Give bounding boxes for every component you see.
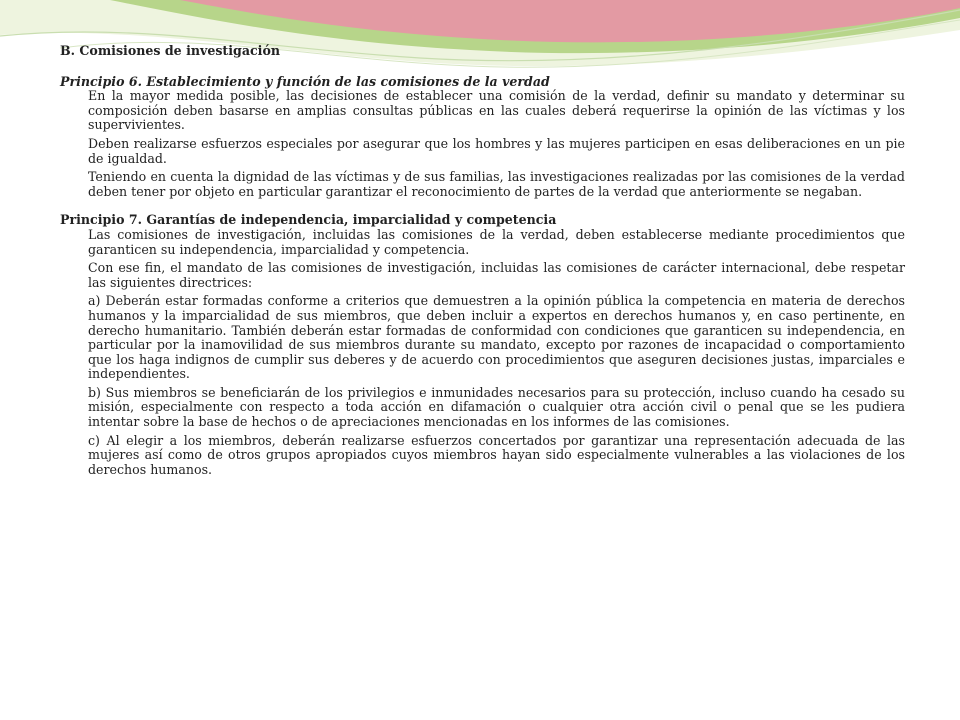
principle-7 xyxy=(60,213,905,477)
section-heading: B. Comisiones de investigación xyxy=(60,43,281,58)
principle-7-paragraph: Las comisiones de investigación, incluidas las comisiones de la verdad, deben establecerse mediante procedimientos que garanticen su independencia, imparcialidad y competencia. xyxy=(88,226,905,257)
principle-7-paragraph: a) Deberán estar formadas conforme a criterios que demuestren a la opinión pública la competencia en materia de derechos humanos y la imparcialidad de sus miembros, que deben incluir a expertos en derechos humanos y, en caso pertinente, en derecho humanitario. También deberán estar formadas de conformidad con condiciones que garanticen su independencia, en particular por la inamovilidad de sus miembros durante su mandato, excepto por razones de incapacidad o comportamiento que los haga indignos de cumplir sus deberes y de acuerdo con procedimientos que aseguren decisiones justas, imparciales e independientes. xyxy=(88,293,905,382)
principle-6 xyxy=(60,75,905,200)
principle-6-paragraph: En la mayor medida posible, las decisiones de establecer una comisión de la verdad, definir su mandato y determinar su composición deben basarse en amplias consultas públicas en las cuales deberá requerirse la opinión de las víctimas y los supervivientes. xyxy=(88,88,905,133)
principle-6-paragraph: Teniendo en cuenta la dignidad de las víctimas y de sus familias, las investigaciones realizadas por las comisiones de la verdad deben tener por objeto en particular garantizar el reconocimiento de partes de la verdad que anteriormente se negaban. xyxy=(88,169,905,199)
principle-6-paragraph: Deben realizarse esfuerzos especiales por asegurar que los hombres y las mujeres participen en esas deliberaciones en un pie de igualdad. xyxy=(88,135,905,166)
principle-6-title: Principio 6. Establecimiento y función de las comisiones de la verdad xyxy=(60,73,550,89)
principle-7-title: Principio 7. Garantías de independencia, imparcialidad y competencia xyxy=(60,212,557,228)
principle-7-paragraph: b) Sus miembros se beneficiarán de los privilegios e inmunidades necesarios para su protección, incluso cuando ha cesado su misión, especialmente con respecto a toda acción en difamación o cualquier otra acción civil o penal que se les pudiera intentar sobre la base de hechos o de apreciaciones mencionadas en los informes de las comisiones. xyxy=(88,384,905,430)
principle-7-paragraph: c) Al elegir a los miembros, deberán realizarse esfuerzos concertados por garantizar una representación adecuada de las mujeres así como de otros grupos apropiados cuyos miembros hayan sido especialmente vulnerables a las violaciones de los derechos humanos. xyxy=(88,432,905,477)
slide-content xyxy=(60,44,905,491)
principle-7-paragraph: Con ese fin, el mandato de las comisiones de investigación, incluidas las comisiones de carácter internacional, debe respetar las siguientes directrices: xyxy=(88,260,905,290)
